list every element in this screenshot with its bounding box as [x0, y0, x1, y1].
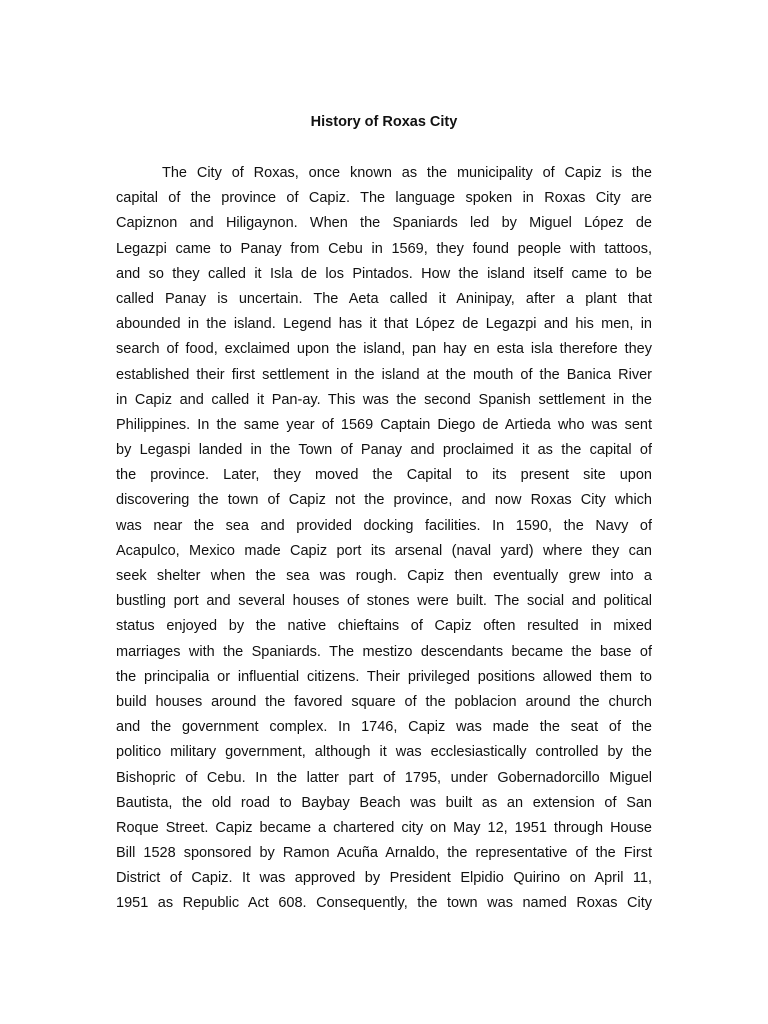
text-line: District of Capiz. It was approved by President Elpidio Quirino on April 11, [116, 870, 652, 887]
text-line: Philippines. In the same year of 1569 Captain Diego de Artieda who was sent [116, 416, 652, 433]
text-line: by Legaspi landed in the Town of Panay and proclaimed it as the capital of [116, 442, 652, 459]
text-line: the province. Later, they moved the Capital to its present site upon [116, 467, 652, 484]
text-line: capital of the province of Capiz. The language spoken in Roxas City are [116, 190, 652, 207]
text-line: Bill 1528 sponsored by Ramon Acuña Arnaldo, the representative of the First [116, 845, 652, 862]
text-line: The City of Roxas, once known as the municipality of Capiz is the [162, 165, 652, 181]
text-line: politico military government, although it was ecclesiastically controlled by the [116, 744, 652, 761]
text-line: marriages with the Spaniards. The mestizo descendants became the base of [116, 643, 652, 660]
text-line: Roque Street. Capiz became a chartered city on May 12, 1951 through House [116, 819, 652, 836]
document-body [116, 161, 652, 917]
document-title: History of Roxas City [310, 114, 458, 130]
text-line: the principalia or influential citizens. Their privileged positions allowed them to [116, 668, 652, 685]
text-line: was near the sea and provided docking facilities. In 1590, the Navy of [116, 517, 652, 534]
text-line: discovering the town of Capiz not the province, and now Roxas City which [116, 492, 652, 509]
text-line: Bautista, the old road to Baybay Beach was built as an extension of San [116, 794, 652, 811]
text-line: 1951 as Republic Act 608. Consequently, the town was named Roxas City [116, 895, 652, 912]
text-line: status enjoyed by the native chieftains of Capiz often resulted in mixed [116, 618, 652, 635]
text-line: Bishopric of Cebu. In the latter part of 1795, under Gobernadorcillo Miguel [116, 769, 652, 786]
text-line: Legazpi came to Panay from Cebu in 1569, they found people with tattoos, [116, 240, 652, 257]
text-line: Capiznon and Hiligaynon. When the Spaniards led by Miguel López de [116, 215, 652, 232]
text-line: build houses around the favored square of the poblacion around the church [116, 693, 652, 710]
text-line: bustling port and several houses of stones were built. The social and political [116, 593, 652, 610]
text-line: in Capiz and called it Pan-ay. This was the second Spanish settlement in the [116, 391, 652, 408]
text-line: Acapulco, Mexico made Capiz port its arsenal (naval yard) where they can [116, 542, 652, 559]
text-line: established their first settlement in the island at the mouth of the Banica River [116, 366, 652, 383]
text-line: and the government complex. In 1746, Capiz was made the seat of the [116, 719, 652, 736]
text-line: abounded in the island. Legend has it that López de Legazpi and his men, in [116, 316, 652, 333]
text-line: and so they called it Isla de los Pintados. How the island itself came to be [116, 265, 652, 282]
text-line: called Panay is uncertain. The Aeta called it Aninipay, after a plant that [116, 290, 652, 307]
text-line: search of food, exclaimed upon the island, pan hay en esta isla therefore they [116, 341, 652, 358]
text-line: seek shelter when the sea was rough. Capiz then eventually grew into a [116, 568, 652, 584]
